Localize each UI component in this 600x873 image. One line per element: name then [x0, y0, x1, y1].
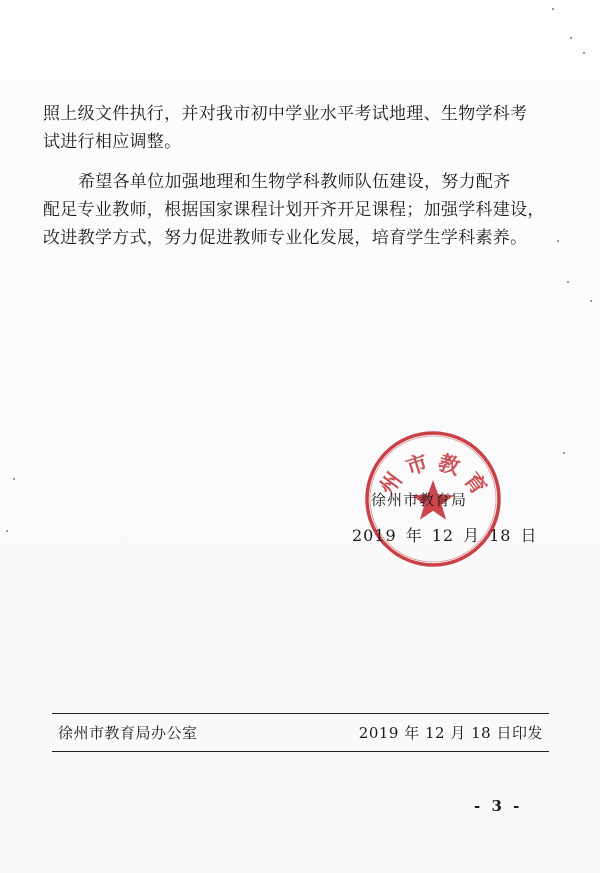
seal-text: 州 市 教 育: [373, 449, 493, 500]
signature-date-day: 18: [489, 526, 512, 545]
paragraph-1-line-1: 照上级文件执行，并对我市初中学业水平考试地理、生物学科考: [43, 104, 528, 124]
paragraph-2-line-2: 配足专业教师，根据国家课程计划开齐开足课程；加强学科建设，: [43, 200, 545, 220]
scan-speck: [13, 478, 15, 480]
scan-speck: [567, 281, 569, 283]
signature-organization: 徐州市教育局: [371, 491, 468, 509]
paragraph-1: [43, 100, 543, 156]
footer-top-rule: [52, 713, 549, 714]
scan-speck: [557, 240, 559, 242]
paragraph-2-line-3: 改进教学方式，努力促进教师专业化发展，培育学生学科素养。: [43, 228, 528, 248]
scan-speck: [6, 530, 8, 532]
signature-date-month: 12: [431, 526, 455, 545]
scan-speck: [552, 8, 554, 10]
signature-date-year: 2019: [352, 526, 397, 545]
scan-speck: [570, 37, 572, 39]
signature-date: [352, 523, 537, 546]
paragraph-1-line-2: 试进行相应调整。: [43, 132, 182, 152]
page-number: - 3 -: [474, 797, 523, 815]
signature-date-year-unit: 年: [405, 526, 423, 545]
footer-issuer: 徐州市教育局办公室: [58, 724, 198, 742]
scan-speck: [590, 300, 592, 302]
signature-date-day-unit: 日: [520, 526, 538, 545]
scan-speck: [563, 452, 565, 454]
paragraph-2-line-1: 希望各单位加强地理和生物学科教师队伍建设，努力配齐: [78, 172, 511, 192]
signature-date-month-unit: 月: [463, 526, 481, 545]
scan-speck: [583, 52, 585, 54]
paragraph-2: [43, 168, 543, 252]
footer-issue-date: 2019 年 12 月 18 日印发: [358, 724, 543, 742]
footer-bottom-rule: [52, 751, 549, 752]
